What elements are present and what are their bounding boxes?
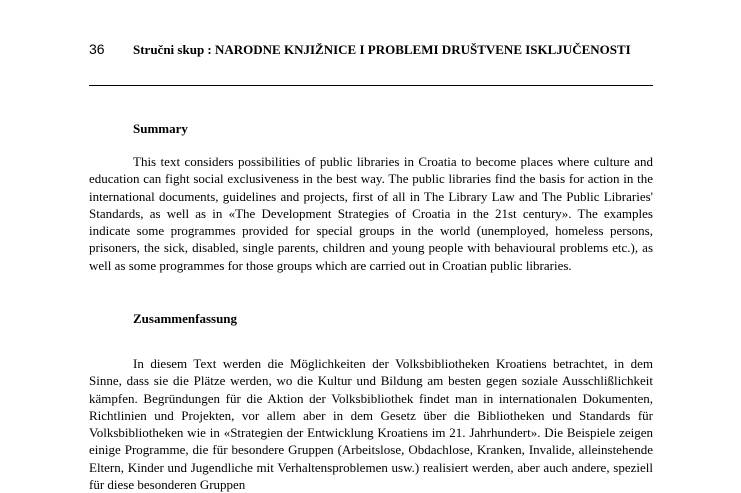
page-number: 36: [89, 41, 105, 57]
zusammenfassung-paragraph: In diesem Text werden die Möglichkeiten der Volksbibliotheken Kroatiens betrachtet, in dem Sinne, dass sie die Plätze werden, wo die Kultur und Bildung am besten gegen soziale Ausschlißlichkeit kämpfen. Begründungen für die Aktion der Volksbibliothek findet man in internationalen Dokumenten, Richtlinien und Projekten, vor allem aber in dem Gesetz über die Bibliotheken und Standards für Volksbibliotheken wie in «Strategien der Entwicklung Kroatiens im 21. Jahrhundert». Die Beispiele zeigen einige Programme, die für besondere Gruppen (Arbeitslose, Obdachlose, Kranken, Invalide, alleinstehende Eltern, Kinder und Jugendliche mit Verhaltensproblemen usw.) realisiert werden, aber auch andere, speziell für diese besonderen Gruppen: [89, 356, 653, 493]
zusammenfassung-heading: Zusammenfassung: [133, 311, 238, 326]
header-rule: [89, 85, 653, 86]
summary-heading: Summary: [133, 121, 188, 136]
running-head: Stručni skup : NARODNE KNJIŽNICE I PROBLEMI DRUŠTVENE ISKLJUČENOSTI: [133, 42, 631, 57]
summary-paragraph: This text considers possibilities of public libraries in Croatia to become places where culture and education can fight social exclusiveness in the best way. The public libraries find the basis for action in the international documents, guidelines and projects, first of all in The Library Law and The Public Libraries' Standards, as well as in «The Development Strategies of Croatia in the 21st century». The examples indicate some programmes provided for special groups in the world (unemployed, homeless persons, prisoners, the sick, disabled, single parents, children and young people with behavioural problems etc.), as well as some programmes for those groups which are carried out in Croatian public libraries.: [89, 154, 653, 273]
